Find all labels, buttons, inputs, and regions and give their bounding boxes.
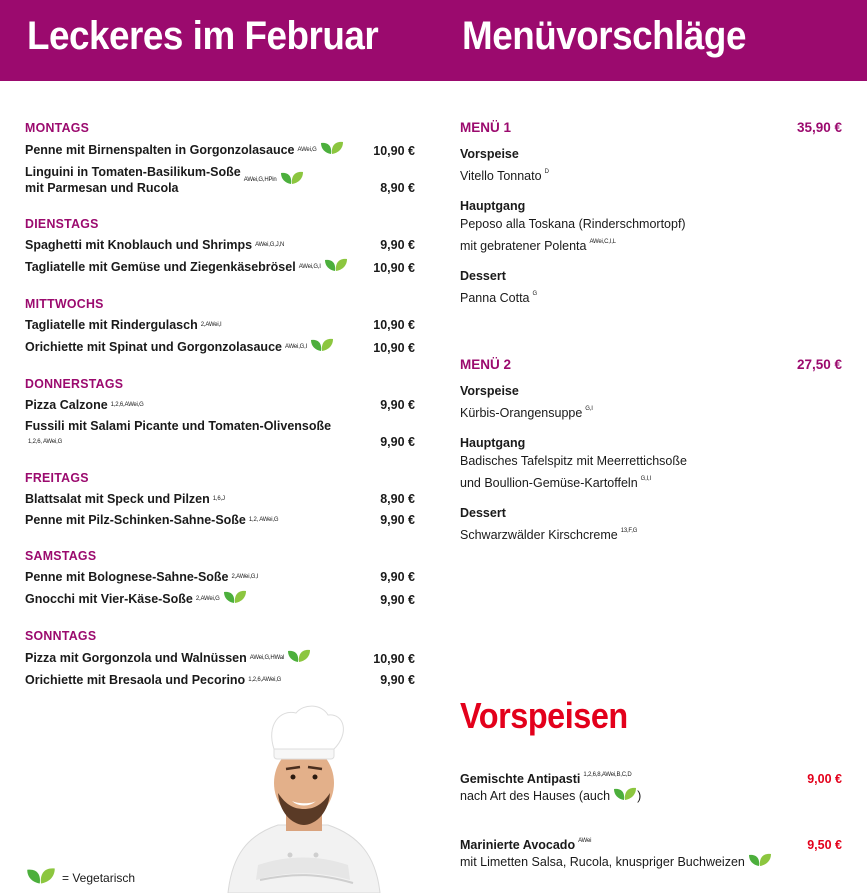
dish-price: 10,90 € <box>373 261 415 275</box>
dish-label: Penne mit Birnenspalten in Gorgonzolasauce <box>25 143 295 157</box>
dish-price: 9,90 € <box>380 593 415 607</box>
dish-price: 9,90 € <box>380 435 415 449</box>
starter-description: nach Art des Hauses (auch <box>460 789 611 803</box>
dish-name <box>25 338 334 356</box>
dish-label: Penne mit Pilz-Schinken-Sahne-Soße <box>25 513 246 527</box>
course-text <box>460 400 842 422</box>
leaf-icon <box>287 649 311 667</box>
dish-name <box>25 569 258 585</box>
dish-price: 9,90 € <box>380 398 415 412</box>
allergen-codes: 1,2,6,AWei,G <box>110 402 144 408</box>
course-dish: Vitello Tonnato <box>460 169 542 183</box>
dish-row <box>25 672 415 688</box>
dish-row <box>25 237 415 253</box>
day-title: SAMSTAGS <box>25 548 97 563</box>
dish-label: Linguini in Tomaten-Basilikum-Soße mit Parmesan und Rucola <box>25 165 241 195</box>
allergen-codes: 1,6,J <box>212 496 225 502</box>
starter-description: mit Limetten Salsa, Rucola, knuspriger Buchweizen <box>460 855 745 869</box>
dish-price: 8,90 € <box>380 181 415 195</box>
leaf-icon <box>613 787 637 807</box>
day-title: MITTWOCHS <box>25 296 104 311</box>
dish-name <box>25 672 281 688</box>
dish-name <box>25 258 348 276</box>
dish-label: Orichiette mit Bresaola und Pecorino <box>25 673 246 687</box>
course-text <box>460 285 842 307</box>
allergen-codes: 1,2,6,8,AWei,B,C,D <box>583 772 632 778</box>
dish-price: 10,90 € <box>373 318 415 332</box>
day-block <box>25 296 415 356</box>
course-label: Hauptgang <box>460 199 526 213</box>
day-block <box>25 216 415 276</box>
course-dish: Peposo alla Toskana (Rinderschmortopf) mit gebratener Polenta <box>460 217 686 253</box>
allergen-codes: G,I,I <box>640 476 651 482</box>
menu-block <box>460 357 842 544</box>
day-title: DIENSTAGS <box>25 216 99 231</box>
leaf-icon <box>324 258 348 276</box>
menu-block <box>460 120 842 307</box>
dish-name <box>25 491 225 507</box>
leaf-icon <box>748 853 772 873</box>
course-dish: Badisches Tafelspitz mit Meerrettichsoße und Boullion-Gemüse-Kartoffeln <box>460 454 687 490</box>
starter-name: Gemischte Antipasti <box>460 772 581 786</box>
dish-name <box>25 317 221 333</box>
course-text <box>460 452 842 492</box>
menu-title: MENÜ 1 <box>460 120 512 135</box>
dish-row <box>25 512 415 528</box>
day-title: MONTAGS <box>25 120 90 135</box>
menu-price: 27,50 € <box>796 357 842 372</box>
weekly-specials <box>25 120 415 708</box>
dish-name <box>25 141 344 159</box>
dish-row <box>25 258 415 276</box>
dish-row <box>25 418 415 450</box>
menu-title: MENÜ 2 <box>460 357 512 372</box>
day-block <box>25 120 415 196</box>
day-block <box>25 376 415 450</box>
allergen-codes: 1,2,6, AWei,G <box>28 439 63 445</box>
allergen-codes: G <box>532 291 537 297</box>
starters-title: Vorspeisen <box>460 695 628 736</box>
dish-label: Pizza Calzone <box>25 398 108 412</box>
dish-name <box>25 397 144 413</box>
dish-row <box>25 649 415 667</box>
menu-suggestions <box>460 120 842 558</box>
dish-row <box>25 338 415 356</box>
dish-name <box>25 512 278 528</box>
course-label: Dessert <box>460 269 506 283</box>
dish-name <box>25 237 284 253</box>
legend-text: = Vegetarisch <box>62 870 136 885</box>
header-banner <box>0 0 867 81</box>
course-label: Vorspeise <box>460 147 519 161</box>
leaf-icon <box>320 141 344 159</box>
starter-price: 9,00 € <box>807 772 842 786</box>
day-block <box>25 548 415 608</box>
chef-illustration <box>218 705 388 893</box>
leaf-icon <box>310 338 334 356</box>
allergen-codes: 2,AWei,G,I <box>231 574 259 580</box>
legend <box>26 867 135 888</box>
dish-price: 9,90 € <box>380 238 415 252</box>
allergen-codes: 2,AWei,G <box>195 596 220 602</box>
starter-item <box>460 838 842 873</box>
leaf-icon <box>26 867 56 888</box>
dish-price: 9,90 € <box>380 513 415 527</box>
starter-item <box>460 772 842 807</box>
dish-label: Spaghetti mit Knoblauch und Shrimps <box>25 238 253 252</box>
allergen-codes: 1,2, AWei,G <box>248 517 279 523</box>
course-label: Vorspeise <box>460 384 519 398</box>
allergen-codes: AWei <box>578 838 592 844</box>
course-label: Hauptgang <box>460 436 526 450</box>
dish-price: 9,90 € <box>380 570 415 584</box>
dish-row <box>25 569 415 585</box>
dish-price: 10,90 € <box>373 144 415 158</box>
starter-description-end: ) <box>637 789 642 803</box>
allergen-codes: AWei,G,I <box>298 264 321 270</box>
day-title: FREITAGS <box>25 470 89 485</box>
leaf-icon <box>223 590 247 608</box>
allergen-codes: AWei,G,HPin <box>243 177 277 183</box>
day-block <box>25 470 415 528</box>
allergen-codes: AWei,G <box>297 147 317 153</box>
allergen-codes: 1,2,6,AWei,G <box>248 677 282 683</box>
leaf-icon <box>280 171 304 189</box>
dish-label: Gnocchi mit Vier-Käse-Soße <box>25 592 193 606</box>
dish-name <box>25 649 311 667</box>
dish-label: Tagliatelle mit Gemüse und Ziegenkäsebrösel <box>25 260 296 274</box>
dish-price: 8,90 € <box>380 492 415 506</box>
starter-name: Marinierte Avocado <box>460 838 576 852</box>
dish-price: 10,90 € <box>373 341 415 355</box>
dish-label: Tagliatelle mit Rindergulasch <box>25 318 198 332</box>
allergen-codes: G,I <box>585 406 593 412</box>
dish-row <box>25 164 415 196</box>
day-block <box>25 628 415 688</box>
dish-row <box>25 590 415 608</box>
dish-row <box>25 141 415 159</box>
dish-label: Orichiette mit Spinat und Gorgonzolasauce <box>25 340 282 354</box>
allergen-codes: AWei,G,I <box>284 344 308 350</box>
allergen-codes: D <box>544 169 549 175</box>
allergen-codes: AWei,G,HWal <box>249 655 285 661</box>
menu-price: 35,90 € <box>796 120 842 135</box>
course-text <box>460 522 842 544</box>
dish-row <box>25 397 415 413</box>
dish-label: Penne mit Bolognese-Sahne-Soße <box>25 570 229 584</box>
dish-row <box>25 317 415 333</box>
day-title: DONNERSTAGS <box>25 376 124 391</box>
dish-label: Pizza mit Gorgonzola und Walnüssen <box>25 651 247 665</box>
dish-label: Fussili mit Salami Picante und Tomaten-Olivensoße <box>25 419 332 433</box>
course-dish: Panna Cotta <box>460 291 530 305</box>
allergen-codes: 13,F,G <box>620 528 638 534</box>
menu-header <box>460 357 842 372</box>
dish-row <box>25 491 415 507</box>
allergen-codes: 2,AWei,I <box>200 322 222 328</box>
dish-price: 10,90 € <box>373 652 415 666</box>
dish-name <box>25 590 247 608</box>
dish-name <box>25 164 304 196</box>
course-text <box>460 163 842 185</box>
menu-header <box>460 120 842 135</box>
course-dish: Kürbis-Orangensuppe <box>460 406 583 420</box>
dish-label: Blattsalat mit Speck und Pilzen <box>25 492 210 506</box>
course-label: Dessert <box>460 506 506 520</box>
allergen-codes: AWei,C,I,L <box>589 239 616 245</box>
course-dish: Schwarzwälder Kirschcreme <box>460 528 618 542</box>
dish-name <box>25 418 357 450</box>
page-title: Leckeres im Februar <box>27 14 379 58</box>
course-text <box>460 215 842 255</box>
menu-title: Menüvorschläge <box>462 14 746 58</box>
day-title: SONNTAGS <box>25 628 97 643</box>
dish-price: 9,90 € <box>380 673 415 687</box>
starter-price: 9,50 € <box>807 838 842 852</box>
allergen-codes: AWei,G,J,N <box>255 242 285 248</box>
